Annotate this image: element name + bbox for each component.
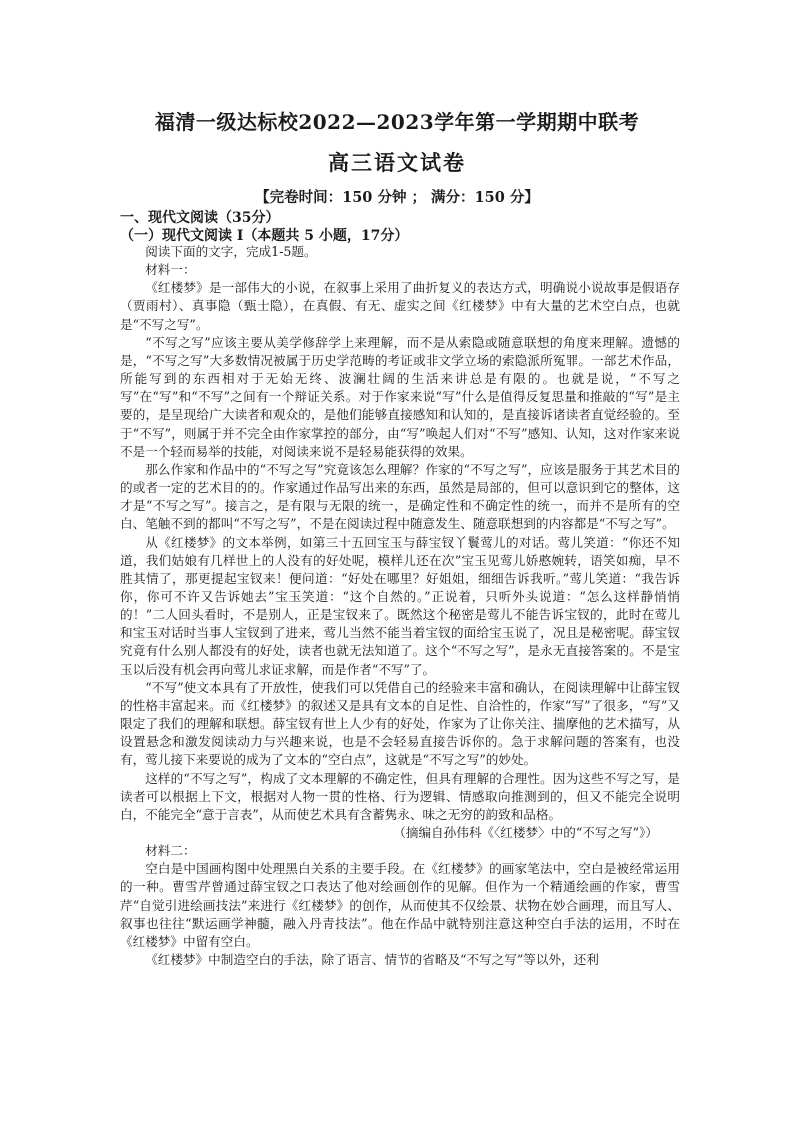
paragraph: 那么作家和作品中的“不写之写”究竟该怎么理解？作家的“不写之写”，应该是服务于其艺术目的的或者一定的艺术目的的。作家通过作品写出来的东西，虽然是局部的，但可以意识到它的整体，这才是“不写之写”。接言之，是有限与无限的统一，是确定性和不确定性的统一，而并不是所有的空白、笔触不到的都叫“不写之写”，不是在阅读过程中随意发生、随意联想到的内容都是“不写之写”。 [120, 461, 680, 532]
paragraph: 从《红楼梦》的文本举例，如第三十五回宝玉与薛宝钗丫鬟莺儿的对话。莺儿笑道：“你还不知道，我们姑娘有几样世上的人没有的好处呢，模样儿还在次”宝玉见莺儿娇憨婉转，语笑如痴，早不胜其情了，那更提起宝钗来！便问道：“好处在哪里？好姐姐，细细告诉我听。”莺儿笑道：“我告诉你，你可不许又告诉她去”宝玉笑道：“这个自然的。”正说着，只听外头说道：“怎么这样静悄悄的！”二人回头看时，不是别人，正是宝钗来了。既然这个秘密是莺儿不能告诉宝钗的，此时在莺儿和宝玉对话时当事人宝钗到了进来，莺儿当然不能当着宝钗的面给宝玉说了，况且是秘密呢。薛宝钗究竟有什么别人都没有的好处，读者也就无法知道了。这个“不写之写”，是永无直接答案的。不是宝玉以后没有机会再向莺儿求证求解，而是作者“不写”了。 [120, 534, 680, 677]
exam-meta: 【完卷时间：150 分钟 ； 满分：150 分】 [255, 189, 539, 206]
exam-subtitle: 高三语文试卷 [328, 150, 466, 175]
instruction: 阅读下面的文字，完成1-5题。 [145, 244, 317, 259]
subsection-heading: （一）现代文阅读 I（本题共 5 小题，17分） [120, 228, 409, 244]
section-heading: 一、现代文阅读（35分） [120, 210, 280, 226]
material-label: 材料二： [145, 843, 196, 859]
paragraph: “不写之写”应该主要从美学修辞学上来理解，而不是从索隐或随意联想的角度来理解。遗憾的是，“不写之写”大多数情况被属于历史学范畴的考证或非文学立场的索隐派所冤罪。一部艺术作品，所能写到的东西相对于无始无终、波澜壮阔的生活来讲总是有限的。也就是说，“不写之写”在“写”和“不写”之间有一个辩证关系。对于作家来说“写”什么是值得反复思量和推敲的“写”是主要的，是呈现给广大读者和观众的，是他们能够直接感知和认知的，是直接诉诸读者直觉经验的。至于“不写”，则属于并不完全由作家掌控的部分，由“写”唤起人们对“不写”感知、认知，这对作家来说不是一个轻而易举的技能，对阅读来说不是轻易能获得的效果。 [120, 334, 680, 459]
paragraph: 《红楼梦》是一部伟大的小说，在叙事上采用了曲折复义的表达方式，明确说小说故事是假语存（贾雨村）、真事隐（甄士隐），在真假、有无、虚实之间《红楼梦》中有大量的艺术空白点，也就是“不写之写”。 [120, 280, 680, 332]
reading-passage [120, 243, 680, 969]
material-label: 材料一： [145, 262, 196, 278]
paragraph: “不写”使文本具有了开放性，使我们可以凭借自己的经验来丰富和确认，在阅读理解中让薛宝钗的性格丰富起来。而《红楼梦》的叙述又是具有文本的自足性、自洽性的，作家“写”了很多，“写”又限定了我们的理解和联想。薛宝钗有世上人少有的好处，作家为了让你关注、揣摩他的艺术描写，从设置悬念和激发阅读动力与兴趣来说，也是不会轻易直接告诉你的。急于求解问题的答案有，也没有，莺儿接下来要说的成为了文本的“空白点”，这就是“不写之写”的妙处。 [120, 679, 680, 768]
paragraph: 空白是中国画构图中处理黑白关系的主要手段。在《红楼梦》的画家笔法中，空白是被经常运用的一种。曹雪芹曾通过薛宝钗之口表达了他对绘画创作的见解。但作为一个精通绘画的作家，曹雪芹“自觉引进绘画技法”来进行《红楼梦》的创作，从而使其不仅绘景、状物在妙合画理，而且写人、叙事也往往“默运画学神髓，融入丹青技法”。他在作品中就特别注意这种空白手法的运用，不时在《红楼梦》中留有空白。 [120, 861, 680, 949]
source-citation: （摘编自孙伟科《〈红楼梦〉中的“不写之写”》） [393, 825, 658, 840]
paragraph: 《红楼梦》中制造空白的手法，除了语言、情节的省略及“不写之写”等以外，还利 [145, 952, 599, 968]
paragraph: 这样的“不写之写”，构成了文本理解的不确定性，但具有理解的合理性。因为这些不写之写，是读者可以根据上下文，根据对人物一贯的性格、行为逻辑、情感取向推测到的，但又不能完全说明白，不能完全“意于言表”，从而使艺术具有含蓄隽永、味之无穷的韵致和品格。 [120, 770, 680, 822]
exam-title: 福清一级达标校2022—2023学年第一学期期中联考 [154, 110, 640, 134]
